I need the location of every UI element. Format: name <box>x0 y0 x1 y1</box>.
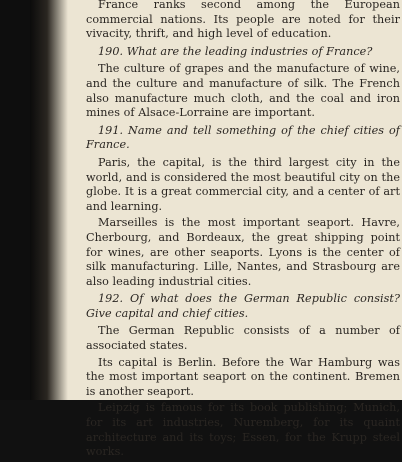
paragraph-answer: Its capital is Berlin. Before the War Hamburg was the most important seaport on the continent. Bremen is another seaport. <box>86 355 400 398</box>
paragraph-answer: Marseilles is the most important seaport. Havre, Cherbourg, and Bordeaux, the great shipping point for wines, are other seaports. Lyons is the center of silk manufacturing. Lille, Nantes, and Strasbourg are also leading industrial cities. <box>86 216 400 288</box>
paragraph-question: 191. Name and tell something of the chief cities of France. <box>86 123 400 152</box>
paragraph-answer: Paris, the capital, is the third largest city in the world, and is considered the most beautiful city on the globe. It is a great commercial city, and a center of art and learning. <box>86 155 400 213</box>
paragraph-answer: France ranks second among the European commercial nations. Its people are noted for their vivacity, thrift, and high level of education. <box>86 0 400 41</box>
book-page <box>30 0 402 459</box>
page-text <box>86 0 400 462</box>
paragraph-answer: The culture of grapes and the manufacture of wine, and the culture and manufacture of silk. The French also manufacture much cloth, and the coal and iron mines of Alsace-Lorraine are important. <box>86 62 400 120</box>
paragraph-answer: Leipzig is famous for its book publishing; Munich, for its art industries, Nuremberg, for its quaint architecture and its toys; Essen, for the Krupp steel works. <box>86 401 400 459</box>
paragraph-question: 192. Of what does the German Republic consist? Give capital and chief cities. <box>86 292 400 320</box>
paragraph-question: 190. What are the leading industries of France? <box>98 44 373 58</box>
paragraph-answer: The German Republic consists of a number of associated states. <box>86 324 400 353</box>
gutter-shadow <box>30 0 68 400</box>
